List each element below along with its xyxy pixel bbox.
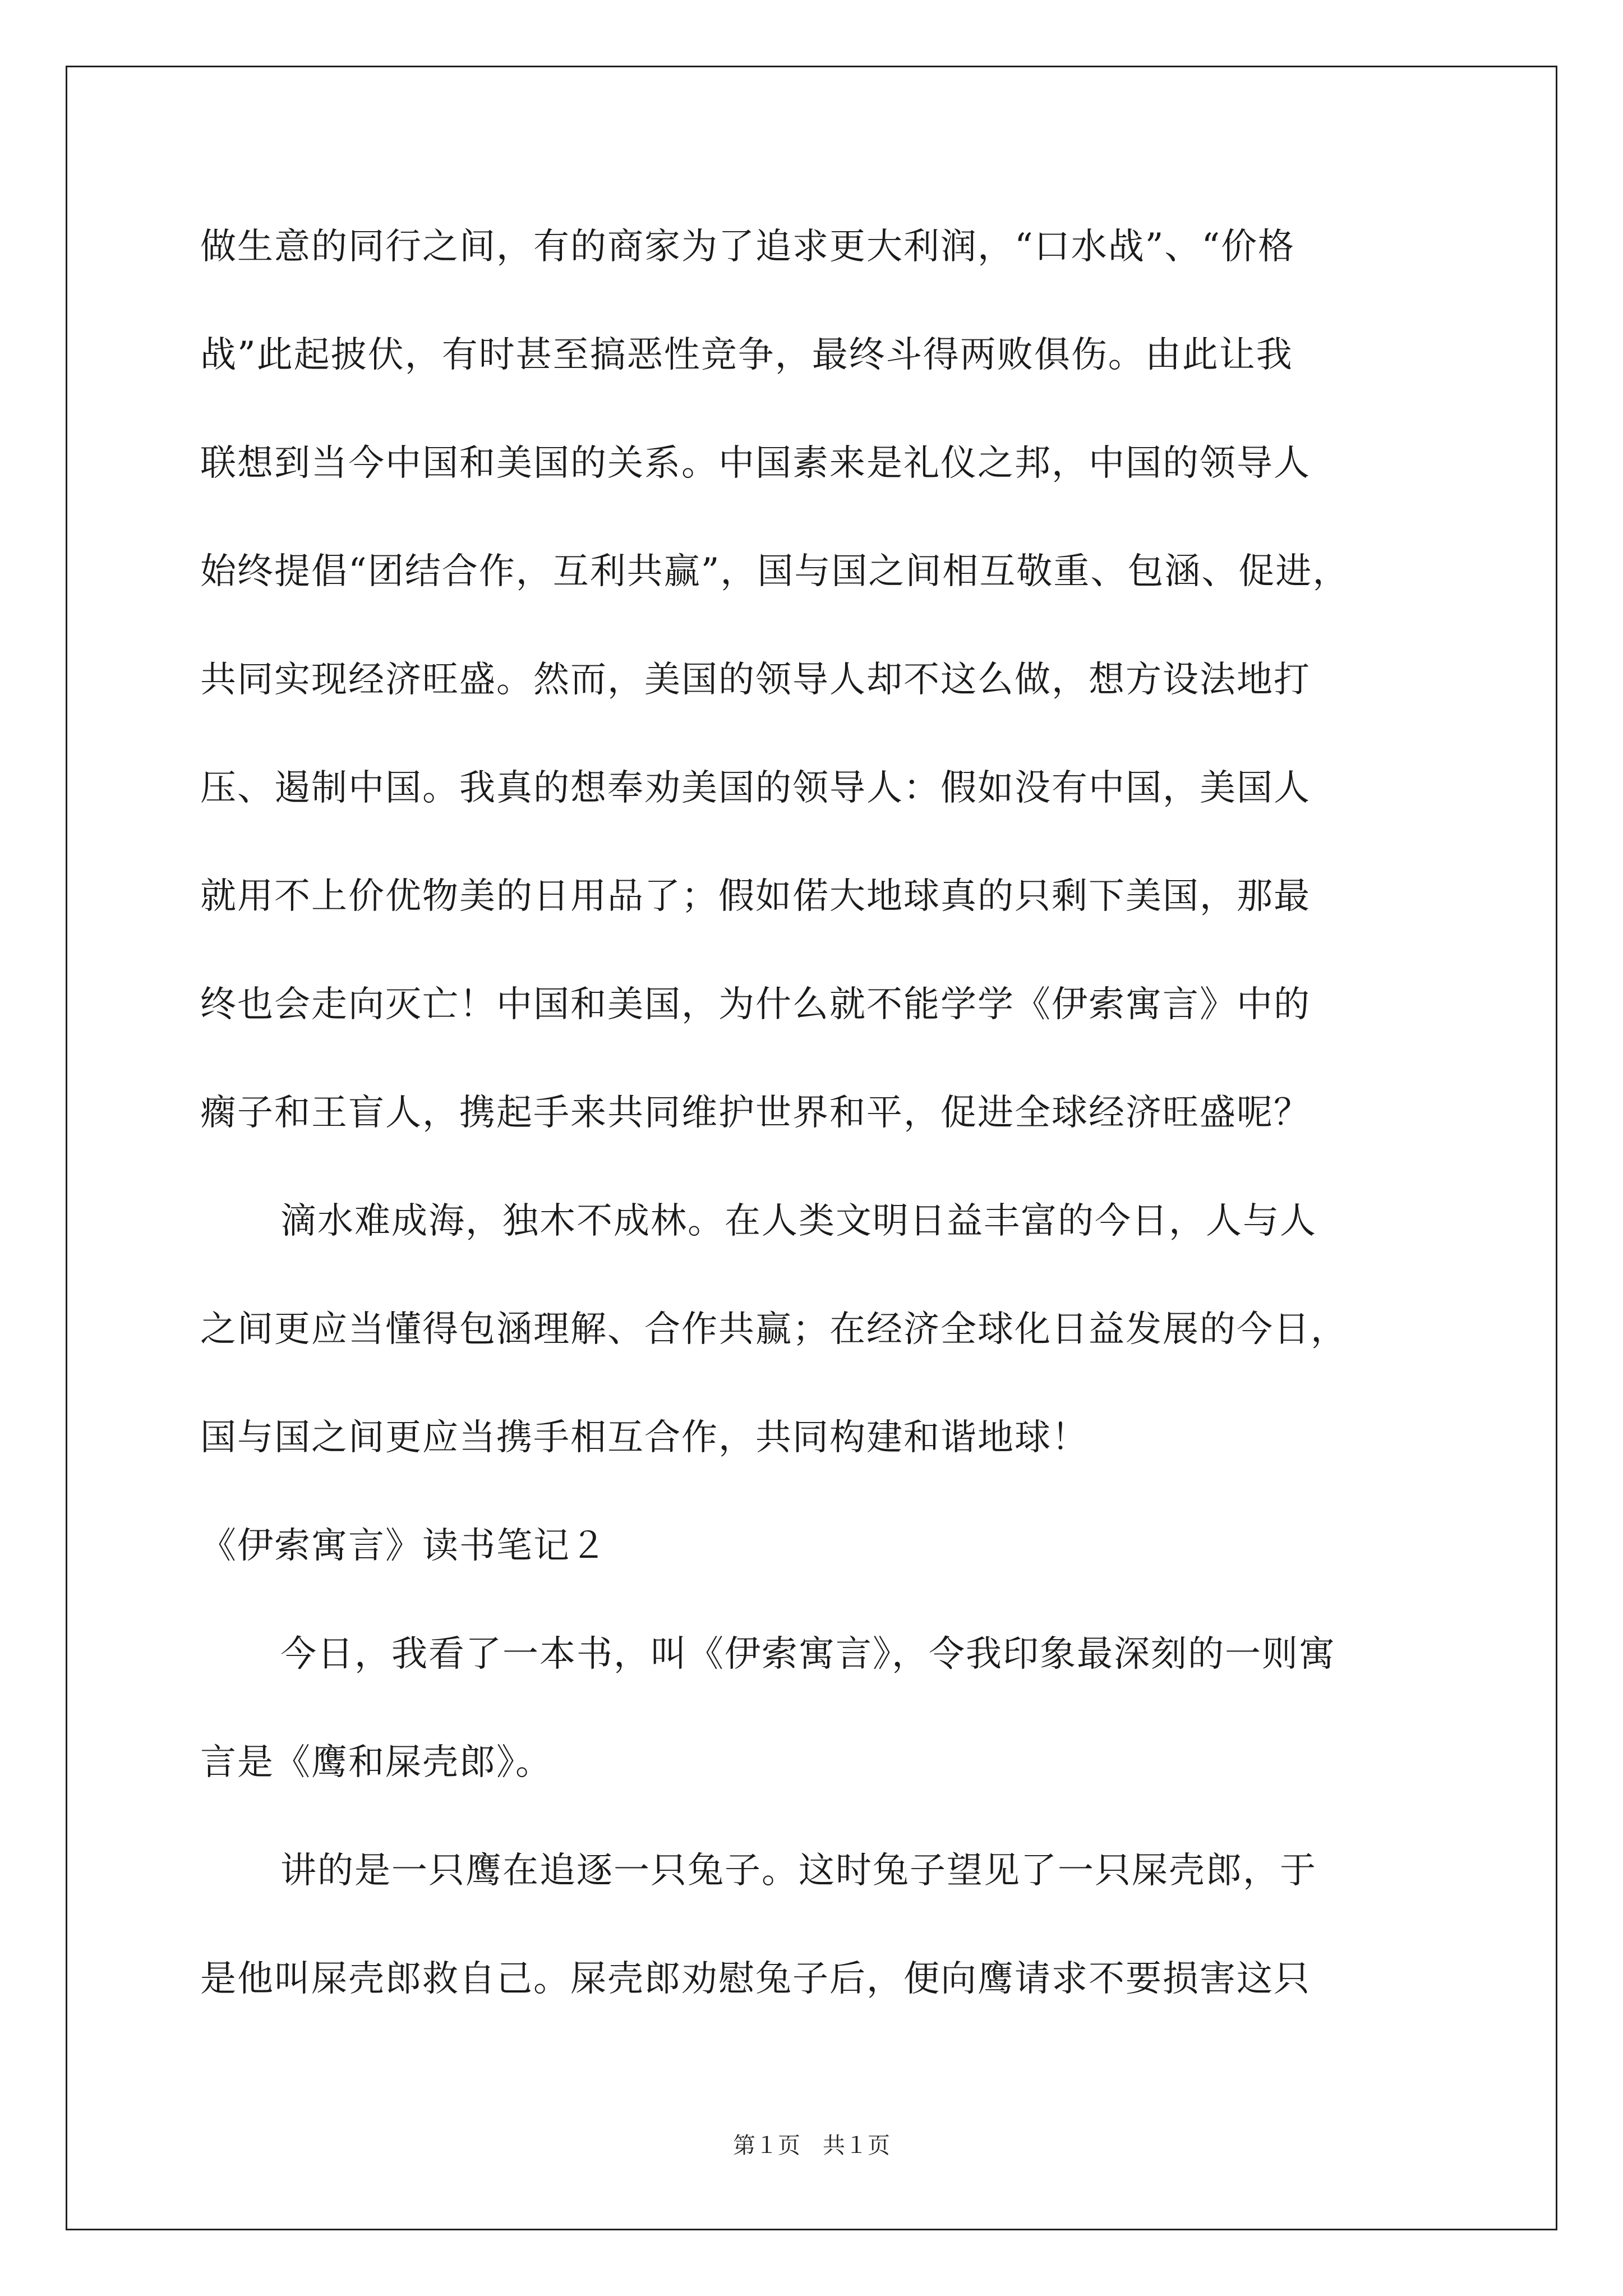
paragraph-4-line-1: 讲的是一只鹰在追逐一只兔子。这时兔子望见了一只屎壳郎，于: [280, 1850, 1317, 1892]
paragraph-4-line-2: 是他叫屎壳郎救自己。屎壳郎劝慰兔子后，便向鹰请求不要损害这只: [200, 1958, 1311, 2000]
paragraph-1-line-7: 就用不上价优物美的日用品了；假如偌大地球真的只剩下美国，那最: [200, 876, 1311, 917]
paragraph-3-line-1: 今日，我看了一本书，叫《伊索寓言》，令我印象最深刻的一则寓: [280, 1634, 1336, 1675]
page-frame: [66, 66, 1557, 2230]
paragraph-2-line-3: 国与国之间更应当携手相互合作，共同构建和谐地球！: [200, 1417, 1089, 1458]
paragraph-1-line-1: 做生意的同行之间，有的商家为了追求更大利润，“口水战”、“价格: [200, 226, 1295, 268]
page-number-footer: 第１页 共１页: [733, 2133, 890, 2159]
paragraph-1-line-6: 压、遏制中国。我真的想奉劝美国的领导人：假如没有中国，美国人: [200, 767, 1311, 809]
paragraph-1-line-5: 共同实现经济旺盛。然而，美国的领导人却不这么做，想方设法地打: [200, 659, 1311, 701]
paragraph-2-line-2: 之间更应当懂得包涵理解、合作共赢；在经济全球化日益发展的今日，: [200, 1309, 1348, 1350]
paragraph-1-line-4: 始终提倡“团结合作，互利共赢”，国与国之间相互敬重、包涵、促进，: [200, 551, 1350, 592]
paragraph-2-line-1: 滴水难成海，独木不成林。在人类文明日益丰富的今日，人与人: [280, 1200, 1317, 1242]
paragraph-1-line-3: 联想到当今中国和美国的关系。中国素来是礼仪之邦，中国的领导人: [200, 443, 1311, 484]
paragraph-1-line-2: 战”此起披伏，有时甚至搞恶性竞争，最终斗得两败俱伤。由此让我: [200, 334, 1293, 376]
paragraph-1-line-9: 瘸子和王盲人，携起手来共同维护世界和平，促进全球经济旺盛呢？: [200, 1092, 1311, 1134]
paragraph-3-line-2: 言是《鹰和屎壳郎》。: [200, 1742, 552, 1783]
section-title: 《伊索寓言》读书笔记２: [200, 1525, 607, 1567]
paragraph-1-line-8: 终也会走向灭亡！中国和美国，为什么就不能学学《伊索寓言》中的: [200, 984, 1311, 1025]
